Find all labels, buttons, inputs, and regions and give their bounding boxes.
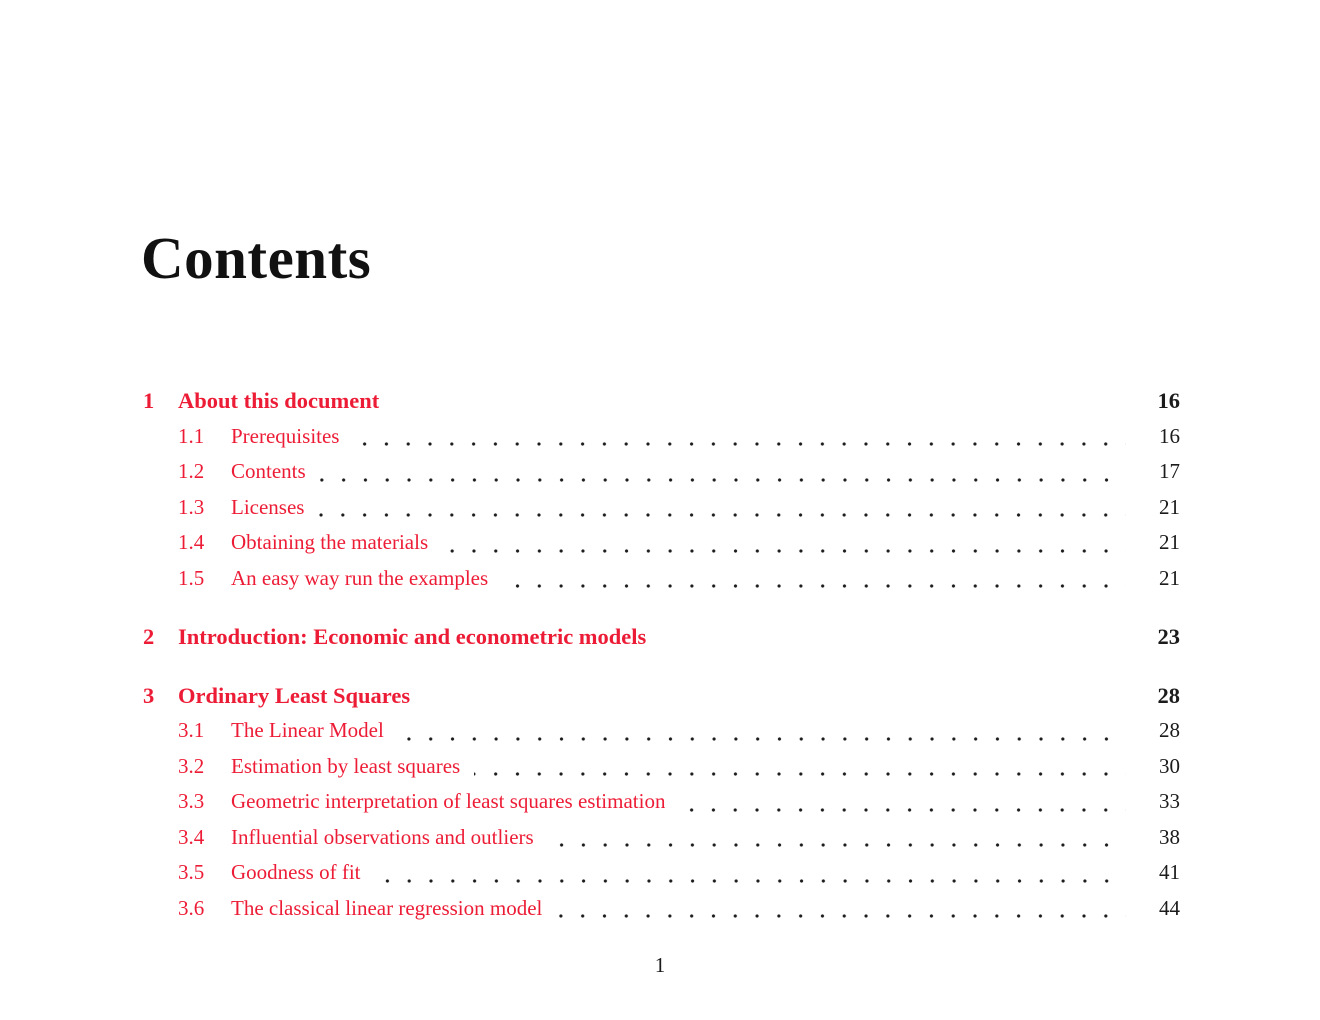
footer-page-number: 1 — [654, 953, 666, 977]
subsection-title-link[interactable]: Licenses — [231, 494, 305, 519]
dot-leader — [679, 808, 1126, 812]
subsection-title-link[interactable]: The Linear Model — [231, 718, 384, 742]
section-page-number: 23 — [1157, 624, 1180, 649]
subsection-page-number: 30 — [1159, 753, 1180, 778]
subsection-title-link[interactable]: An easy way run the examples — [231, 565, 489, 590]
subsection-title-link[interactable]: The classical linear regression model — [231, 895, 543, 920]
subsection-number[interactable]: 3.3 — [178, 789, 205, 813]
subsection-number[interactable]: 3.4 — [178, 824, 205, 849]
dot-leader — [502, 584, 1126, 588]
subsection-page-number: 16 — [1159, 423, 1180, 448]
dot-leader — [318, 513, 1126, 517]
subsection-number[interactable]: 3.1 — [178, 718, 205, 742]
dot-leader — [320, 478, 1126, 482]
subsection-page-number: 38 — [1159, 824, 1180, 849]
toc-subsection-row — [143, 561, 1180, 597]
subsection-number[interactable]: 3.6 — [178, 895, 205, 920]
dot-leader — [353, 442, 1126, 446]
section-page-number: 28 — [1157, 682, 1180, 708]
subsection-title-link[interactable]: Contents — [231, 459, 306, 483]
subsection-title-link[interactable]: Goodness of fit — [231, 860, 361, 884]
toc-subsection-row — [143, 454, 1180, 490]
subsection-page-number: 21 — [1159, 530, 1180, 554]
subsection-title-link[interactable]: Geometric interpretation of least squares estimation — [231, 789, 666, 813]
toc-section-row — [143, 619, 1180, 655]
subsection-page-number: 33 — [1159, 789, 1180, 813]
dot-leader — [442, 549, 1126, 553]
section-title-link[interactable]: About this document — [178, 388, 380, 413]
subsection-page-number: 44 — [1159, 895, 1180, 920]
subsection-page-number: 41 — [1159, 860, 1180, 884]
dot-leader — [398, 737, 1126, 741]
toc-subsection-row — [143, 855, 1180, 891]
subsection-title-link[interactable]: Prerequisites — [231, 423, 340, 448]
subsection-number[interactable]: 1.4 — [178, 530, 205, 554]
toc-subsection-row — [143, 784, 1180, 820]
section-number[interactable]: 2 — [143, 624, 155, 649]
page-title: Contents — [141, 225, 372, 291]
subsection-page-number: 17 — [1159, 459, 1180, 483]
toc-subsection-row — [143, 891, 1180, 927]
subsection-number[interactable]: 1.2 — [178, 459, 205, 483]
subsection-title-link[interactable]: Estimation by least squares — [231, 753, 461, 778]
toc-section-row — [143, 383, 1180, 419]
section-title-link[interactable]: Ordinary Least Squares — [178, 682, 411, 708]
toc-subsection-row — [143, 419, 1180, 455]
subsection-number[interactable]: 1.5 — [178, 565, 205, 590]
subsection-page-number: 21 — [1159, 565, 1180, 590]
subsection-page-number: 21 — [1159, 494, 1180, 519]
toc-subsection-row — [143, 713, 1180, 749]
toc-subsection-row — [143, 525, 1180, 561]
dot-leader — [474, 772, 1126, 776]
toc-section-row — [143, 678, 1180, 714]
toc-subsection-row — [143, 490, 1180, 526]
toc — [143, 383, 1180, 926]
subsection-title-link[interactable]: Obtaining the materials — [231, 530, 429, 554]
subsection-number[interactable]: 3.5 — [178, 860, 205, 884]
subsection-title-link[interactable]: Influential observations and outliers — [231, 824, 534, 849]
section-number[interactable]: 1 — [143, 388, 155, 413]
subsection-number[interactable]: 3.2 — [178, 753, 205, 778]
subsection-page-number: 28 — [1159, 718, 1180, 742]
subsection-number[interactable]: 1.3 — [178, 494, 205, 519]
section-title-link[interactable]: Introduction: Economic and econometric models — [178, 624, 647, 649]
section-number[interactable]: 3 — [143, 682, 155, 708]
dot-leader — [548, 843, 1126, 847]
dot-leader — [375, 879, 1127, 883]
toc-subsection-row — [143, 820, 1180, 856]
toc-subsection-row — [143, 749, 1180, 785]
dot-leader — [556, 914, 1126, 918]
section-page-number: 16 — [1157, 388, 1180, 413]
subsection-number[interactable]: 1.1 — [178, 423, 205, 448]
